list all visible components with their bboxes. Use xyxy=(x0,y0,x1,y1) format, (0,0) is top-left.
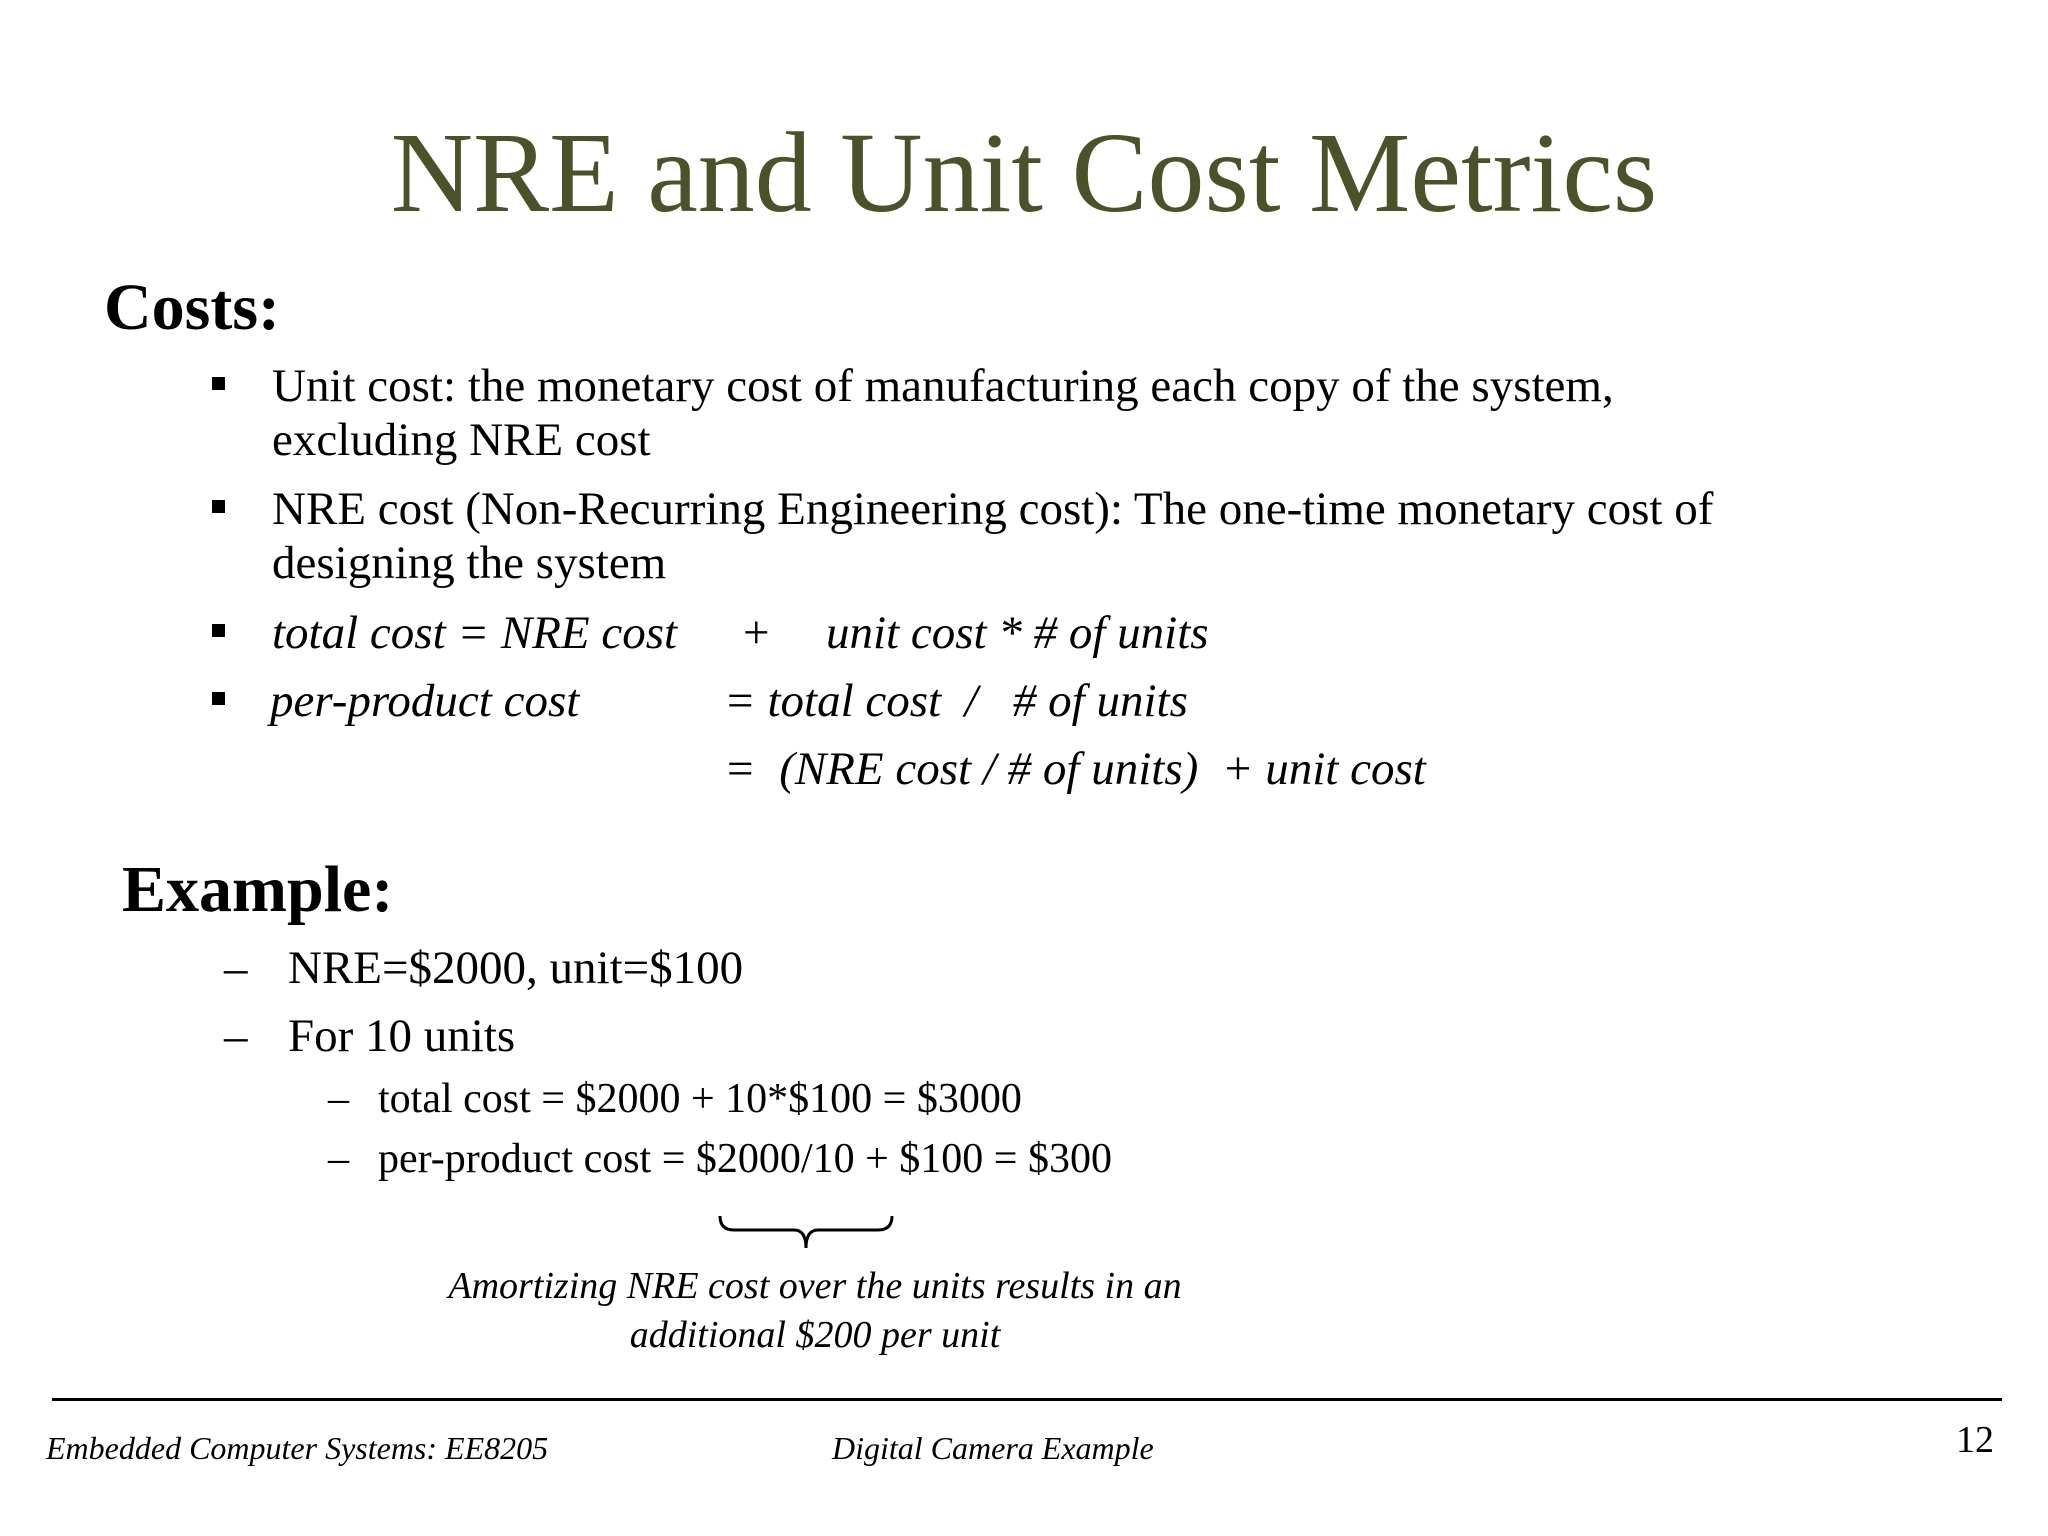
per-product-formula-lhs: per-product cost xyxy=(270,675,580,727)
page-number: 12 xyxy=(1956,1419,1994,1461)
example-subitem: total cost = $2000 + 10*$100 = $3000 xyxy=(378,1076,1022,1122)
amortization-caption-line2: additional $200 per unit xyxy=(629,1314,1001,1356)
bullet-icon xyxy=(212,624,225,637)
bullet-icon xyxy=(212,377,225,390)
costs-heading: Costs: xyxy=(104,271,280,344)
dash-marker: – xyxy=(224,1010,248,1062)
total-cost-formula-lhs: total cost = NRE cost xyxy=(272,607,678,659)
footer-divider xyxy=(52,1398,2002,1401)
slide-title: NRE and Unit Cost Metrics xyxy=(390,109,1658,236)
dash-marker: – xyxy=(328,1076,349,1122)
unit-cost-line2: excluding NRE cost xyxy=(272,414,651,466)
footer-topic: Digital Camera Example xyxy=(832,1430,1154,1466)
per-product-formula-rhs1: = total cost / # of units xyxy=(724,675,1188,727)
per-product-formula-rhs2: = (NRE cost / # of units) + unit cost xyxy=(724,743,1426,795)
dash-marker: – xyxy=(224,942,248,994)
underbrace-icon xyxy=(716,1212,896,1254)
footer-course: Embedded Computer Systems: EE8205 xyxy=(46,1430,549,1466)
example-heading: Example: xyxy=(122,853,394,926)
example-item: NRE=$2000, unit=$100 xyxy=(288,942,744,994)
bullet-icon xyxy=(212,500,225,513)
nre-cost-line2: designing the system xyxy=(272,537,667,589)
total-cost-formula-op: + xyxy=(740,607,772,659)
dash-marker: – xyxy=(328,1136,349,1182)
total-cost-formula-rhs: unit cost * # of units xyxy=(826,607,1209,659)
unit-cost-line1: Unit cost: the monetary cost of manufacturing each copy of the system, xyxy=(272,360,1614,412)
example-item: For 10 units xyxy=(288,1010,516,1062)
bullet-icon xyxy=(212,692,225,705)
nre-cost-line1: NRE cost (Non-Recurring Engineering cost): The one-time monetary cost of xyxy=(272,483,1714,535)
amortization-caption-line1: Amortizing NRE cost over the units results in an xyxy=(448,1265,1182,1307)
example-subitem: per-product cost = $2000/10 + $100 = $300 xyxy=(378,1136,1112,1182)
